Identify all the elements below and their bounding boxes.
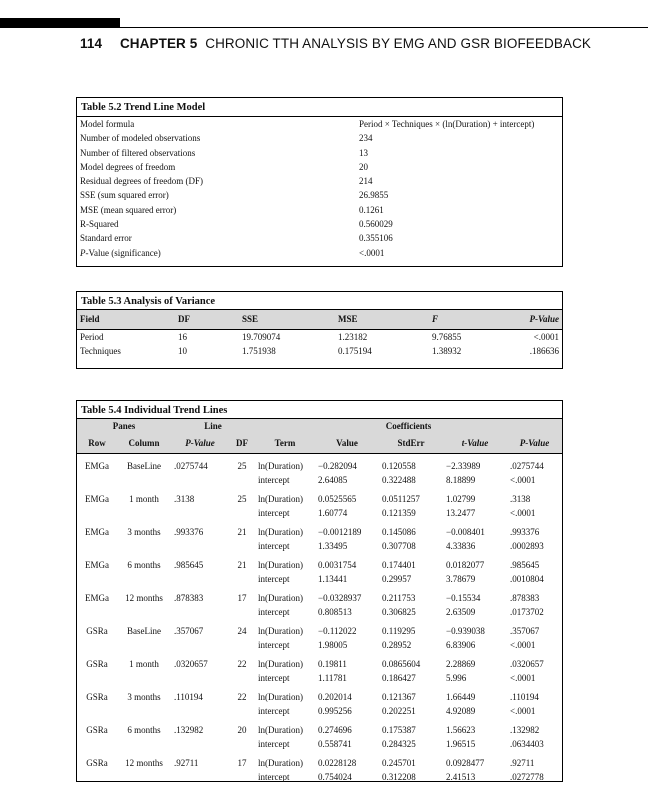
table-row <box>77 203 562 217</box>
table-5-4-caption: Table 5.4 Individual Trend Lines <box>81 405 228 416</box>
empty-cell <box>117 705 171 719</box>
row-label: P-Value (significance) <box>80 247 161 258</box>
empty-cell <box>171 771 229 785</box>
df-cell: 17 <box>237 758 247 768</box>
value-cell: −0.282094 <box>318 461 357 471</box>
stderr-cell: 0.245701 <box>382 758 416 768</box>
empty-cell <box>117 771 171 785</box>
coef-p-value-cell: <.0001 <box>510 672 536 683</box>
running-header <box>80 36 591 51</box>
table-cell: 19.709074 <box>242 332 281 342</box>
group-header-panes: Panes <box>77 419 171 435</box>
coef-p-value-cell: <.0001 <box>510 474 536 485</box>
row-cell: GSRa <box>86 725 108 735</box>
col-header-value: Value <box>315 434 379 454</box>
term-cell: intercept <box>258 771 290 782</box>
col-header-f: F <box>429 310 521 330</box>
row-cell: GSRa <box>86 692 108 702</box>
col-header-field: Field <box>77 310 175 330</box>
term-cell: intercept <box>258 573 290 584</box>
t-value-cell: 0.0182077 <box>446 560 485 570</box>
table-row <box>77 344 562 358</box>
stderr-cell: 0.145086 <box>382 527 416 537</box>
col-header-sse: SSE <box>239 310 335 330</box>
col-header-coef-p-value: P-Value <box>507 434 562 454</box>
value-cell: 1.98005 <box>318 639 348 650</box>
t-value-cell: 4.33836 <box>446 540 476 551</box>
t-value-cell: 1.56623 <box>446 725 476 735</box>
value-cell: −0.0328937 <box>318 593 362 603</box>
column-cell: 6 months <box>127 560 161 570</box>
row-label: Residual degrees of freedom (DF) <box>80 176 203 187</box>
stderr-cell: 0.211753 <box>382 593 416 603</box>
coef-p-value-cell: .92711 <box>510 758 535 768</box>
empty-cell <box>117 474 171 488</box>
t-value-cell: 4.92089 <box>446 705 476 716</box>
trend-line-model-table <box>77 116 562 260</box>
term-cell: intercept <box>258 606 290 617</box>
line-p-value-cell: .993376 <box>174 527 204 537</box>
row-label: Number of filtered observations <box>80 147 196 158</box>
line-p-value-cell: .0320657 <box>174 659 208 669</box>
value-cell: 1.60774 <box>318 507 348 518</box>
df-cell: 22 <box>237 659 247 669</box>
table-row <box>77 174 562 188</box>
table-cell: Techniques <box>80 346 121 356</box>
coef-p-value-cell: .878383 <box>510 593 540 603</box>
stderr-cell: 0.121367 <box>382 692 416 702</box>
value-cell: 0.754024 <box>318 771 352 782</box>
term-cell: ln(Duration) <box>258 758 303 768</box>
term-cell: ln(Duration) <box>258 527 303 537</box>
coef-p-value-cell: .3138 <box>510 494 531 504</box>
line-p-value-cell: .132982 <box>174 725 204 735</box>
table-cell: .186636 <box>529 346 559 356</box>
col-header-mse: MSE <box>335 310 429 330</box>
column-cell: 3 months <box>127 527 161 537</box>
term-cell: intercept <box>258 705 290 716</box>
term-cell: intercept <box>258 738 290 749</box>
table-row <box>77 639 562 653</box>
t-value-cell: 8.18899 <box>446 474 476 485</box>
empty-cell <box>171 639 229 653</box>
t-value-cell: −0.008401 <box>446 527 485 537</box>
empty-cell <box>117 507 171 521</box>
coef-p-value-cell: <.0001 <box>510 507 536 518</box>
term-cell: ln(Duration) <box>258 461 303 471</box>
t-value-cell: 0.0928477 <box>446 758 485 768</box>
empty-cell <box>117 606 171 620</box>
table-cell: 0.175194 <box>338 346 372 356</box>
empty-cell <box>117 573 171 587</box>
row-value: Period × Techniques × (ln(Duration) + intercept) <box>359 119 535 129</box>
stderr-cell: 0.307708 <box>382 540 416 551</box>
row-label: Model degrees of freedom <box>80 161 176 172</box>
value-cell: 2.64085 <box>318 474 348 485</box>
col-header-df: DF <box>229 434 255 454</box>
empty-cell <box>77 474 117 488</box>
row-label: SSE (sum squared error) <box>80 190 169 201</box>
table-row <box>77 771 562 785</box>
table-row <box>77 507 562 521</box>
df-cell: 21 <box>237 560 247 570</box>
col-header-stderr: StdErr <box>379 434 443 454</box>
coef-p-value-cell: .993376 <box>510 527 540 537</box>
row-value: 13 <box>359 147 368 158</box>
line-p-value-cell: .357067 <box>174 626 204 636</box>
value-cell: 1.33495 <box>318 540 348 551</box>
term-cell: intercept <box>258 672 290 683</box>
table-row <box>77 685 562 705</box>
table-row <box>77 553 562 573</box>
table-5-3-caption: Table 5.3 Analysis of Variance <box>81 296 216 307</box>
table-cell: <.0001 <box>533 332 559 342</box>
stderr-cell: 0.120558 <box>382 461 416 471</box>
table-row <box>77 487 562 507</box>
line-p-value-cell: .110194 <box>174 692 203 702</box>
value-cell: 0.808513 <box>318 606 352 617</box>
empty-cell <box>77 738 117 752</box>
table-row <box>77 217 562 231</box>
coef-p-value-cell: .0275744 <box>510 461 544 471</box>
value-cell: 0.995256 <box>318 705 352 716</box>
empty-cell <box>171 672 229 686</box>
stderr-cell: 0.312208 <box>382 771 416 782</box>
value-cell: 1.13441 <box>318 573 348 584</box>
table-5-2 <box>76 97 563 267</box>
table-row <box>77 672 562 686</box>
term-cell: ln(Duration) <box>258 725 303 735</box>
value-cell: −0.0012189 <box>318 527 362 537</box>
t-value-cell: 13.2477 <box>446 507 476 518</box>
t-value-cell: 2.63509 <box>446 606 476 617</box>
column-cell: BaseLine <box>127 461 161 471</box>
row-cell: EMGa <box>85 593 109 603</box>
term-cell: intercept <box>258 474 290 485</box>
empty-cell <box>171 606 229 620</box>
value-cell: 0.558741 <box>318 738 352 749</box>
value-cell: 0.19811 <box>318 659 347 669</box>
t-value-cell: 1.66449 <box>446 692 476 702</box>
empty-cell <box>171 705 229 719</box>
t-value-cell: −2.33989 <box>446 461 481 471</box>
row-cell: EMGa <box>85 527 109 537</box>
stderr-cell: 0.202251 <box>382 705 416 716</box>
stderr-cell: 0.174401 <box>382 560 416 570</box>
stderr-cell: 0.28952 <box>382 639 412 650</box>
table-cell: 1.38932 <box>432 346 462 356</box>
col-header-line-p-value: P-Value <box>171 434 229 454</box>
coef-p-value-cell: .0010804 <box>510 573 544 584</box>
coef-p-value-cell: <.0001 <box>510 639 536 650</box>
t-value-cell: 2.41513 <box>446 771 476 782</box>
table-5-3 <box>76 291 563 369</box>
row-cell: GSRa <box>86 626 108 636</box>
empty-cell <box>117 738 171 752</box>
group-header-coefficients: Coefficients <box>255 419 562 435</box>
table-cell: 9.76855 <box>432 332 462 342</box>
stderr-cell: 0.0865604 <box>382 659 421 669</box>
table-row <box>77 586 562 606</box>
empty-cell <box>229 738 255 752</box>
column-cell: 1 month <box>129 494 159 504</box>
coef-p-value-cell: .0320657 <box>510 659 544 669</box>
line-p-value-cell: .0275744 <box>174 461 208 471</box>
table-row <box>77 131 562 145</box>
df-cell: 21 <box>237 527 247 537</box>
term-cell: ln(Duration) <box>258 626 303 636</box>
coef-p-value-cell: .985645 <box>510 560 540 570</box>
table-cell: 1.23182 <box>338 332 368 342</box>
stderr-cell: 0.0511257 <box>382 494 420 504</box>
table-cell: 10 <box>178 346 187 356</box>
column-cell: BaseLine <box>127 626 161 636</box>
t-value-cell: −0.939038 <box>446 626 485 636</box>
value-cell: 0.0031754 <box>318 560 357 570</box>
col-header-column: Column <box>117 434 171 454</box>
table-row <box>77 738 562 752</box>
empty-cell <box>117 639 171 653</box>
empty-cell <box>77 606 117 620</box>
table-row <box>77 454 562 474</box>
table-row <box>77 751 562 771</box>
group-header-line: Line <box>171 419 255 435</box>
t-value-cell: 6.83906 <box>446 639 476 650</box>
table-row <box>77 160 562 174</box>
row-cell: EMGa <box>85 494 109 504</box>
row-cell: EMGa <box>85 461 109 471</box>
chapter-title: CHRONIC TTH ANALYSIS BY EMG AND GSR BIOFEEDBACK <box>205 36 592 51</box>
t-value-cell: 3.78679 <box>446 573 476 584</box>
table-row <box>77 188 562 202</box>
coef-p-value-cell: .0002893 <box>510 540 544 551</box>
empty-cell <box>229 606 255 620</box>
df-cell: 17 <box>237 593 247 603</box>
stderr-cell: 0.284325 <box>382 738 416 749</box>
t-value-cell: 1.96515 <box>446 738 476 749</box>
term-cell: intercept <box>258 507 290 518</box>
table-row <box>77 705 562 719</box>
empty-cell <box>171 474 229 488</box>
empty-cell <box>171 573 229 587</box>
value-cell: 0.0228128 <box>318 758 357 768</box>
table-row <box>77 474 562 488</box>
table-cell: 16 <box>178 332 187 342</box>
empty-cell <box>171 738 229 752</box>
coef-p-value-cell: .357067 <box>510 626 540 636</box>
stderr-cell: 0.306825 <box>382 606 416 617</box>
term-cell: intercept <box>258 540 290 551</box>
stderr-cell: 0.175387 <box>382 725 416 735</box>
empty-cell <box>77 672 117 686</box>
stderr-cell: 0.322488 <box>382 474 416 485</box>
row-cell: EMGa <box>85 560 109 570</box>
row-value: 0.355106 <box>359 233 393 244</box>
empty-cell <box>77 573 117 587</box>
line-p-value-cell: .985645 <box>174 560 204 570</box>
table-cell: Period <box>80 332 104 342</box>
empty-cell <box>229 507 255 521</box>
coef-p-value-cell: .110194 <box>510 692 539 702</box>
value-cell: 1.11781 <box>318 672 347 683</box>
value-cell: 0.0525565 <box>318 494 357 504</box>
table-row <box>77 117 562 132</box>
analysis-of-variance-table <box>77 309 562 358</box>
row-label: Model formula <box>80 119 135 129</box>
value-cell: −0.112022 <box>318 626 357 636</box>
table-cell: 1.751938 <box>242 346 276 356</box>
column-cell: 12 months <box>125 758 163 768</box>
line-p-value-cell: .878383 <box>174 593 204 603</box>
value-cell: 0.202014 <box>318 692 352 702</box>
df-cell: 22 <box>237 692 247 702</box>
column-cell: 1 month <box>129 659 159 669</box>
row-value: 214 <box>359 176 373 187</box>
empty-cell <box>77 540 117 554</box>
table-row <box>77 231 562 245</box>
empty-cell <box>77 771 117 785</box>
table-row <box>77 330 562 344</box>
term-cell: ln(Duration) <box>258 494 303 504</box>
empty-cell <box>229 639 255 653</box>
empty-cell <box>229 474 255 488</box>
row-value: 26.9855 <box>359 190 389 201</box>
row-label: Number of modeled observations <box>80 133 201 144</box>
row-value: <.0001 <box>359 247 385 258</box>
term-cell: intercept <box>258 639 290 650</box>
row-label: Standard error <box>80 233 132 244</box>
empty-cell <box>229 672 255 686</box>
t-value-cell: 2.28869 <box>446 659 476 669</box>
empty-cell <box>117 672 171 686</box>
page-number: 114 <box>80 36 103 51</box>
empty-cell <box>77 639 117 653</box>
table-row <box>77 652 562 672</box>
row-cell: GSRa <box>86 758 108 768</box>
df-cell: 25 <box>237 494 247 504</box>
table-5-4 <box>76 400 563 782</box>
coef-p-value-cell: .0272778 <box>510 771 544 782</box>
stderr-cell: 0.29957 <box>382 573 412 584</box>
df-cell: 20 <box>237 725 247 735</box>
term-cell: ln(Duration) <box>258 692 303 702</box>
coef-p-value-cell: <.0001 <box>510 705 536 716</box>
row-value: 0.1261 <box>359 204 384 215</box>
col-header-df: DF <box>175 310 239 330</box>
empty-cell <box>77 705 117 719</box>
col-header-row: Row <box>77 434 117 454</box>
table-row <box>77 718 562 738</box>
empty-cell <box>229 573 255 587</box>
stderr-cell: 0.119295 <box>382 626 416 636</box>
coef-p-value-cell: .0173702 <box>510 606 544 617</box>
line-p-value-cell: .3138 <box>174 494 195 504</box>
table-row <box>77 573 562 587</box>
t-value-cell: 5.996 <box>446 672 467 683</box>
table-row <box>77 619 562 639</box>
col-header-t-value: t-Value <box>443 434 507 454</box>
empty-cell <box>171 540 229 554</box>
table-row <box>77 606 562 620</box>
table-row <box>77 246 562 260</box>
df-cell: 25 <box>237 461 247 471</box>
line-p-value-cell: .92711 <box>174 758 199 768</box>
stderr-cell: 0.121359 <box>382 507 416 518</box>
column-cell: 12 months <box>125 593 163 603</box>
empty-cell <box>229 705 255 719</box>
empty-cell <box>117 540 171 554</box>
row-cell: GSRa <box>86 659 108 669</box>
empty-cell <box>229 540 255 554</box>
top-rule <box>0 27 648 28</box>
table-row <box>77 520 562 540</box>
col-header-term: Term <box>255 434 315 454</box>
individual-trend-lines-table <box>77 418 562 784</box>
table-row <box>77 146 562 160</box>
term-cell: ln(Duration) <box>258 659 303 669</box>
coef-p-value-cell: .132982 <box>510 725 540 735</box>
row-value: 234 <box>359 133 373 144</box>
term-cell: ln(Duration) <box>258 593 303 603</box>
col-header-p-value: P-Value <box>521 310 562 330</box>
empty-cell <box>229 771 255 785</box>
stderr-cell: 0.186427 <box>382 672 416 683</box>
table-5-2-caption: Table 5.2 Trend Line Model <box>81 102 206 113</box>
column-cell: 3 months <box>127 692 161 702</box>
row-label: MSE (mean squared error) <box>80 204 177 215</box>
row-label: R-Squared <box>80 219 119 230</box>
empty-cell <box>77 507 117 521</box>
table-row <box>77 540 562 554</box>
chapter-label: CHAPTER 5 <box>119 36 198 51</box>
term-cell: ln(Duration) <box>258 560 303 570</box>
row-value: 20 <box>359 161 368 172</box>
empty-cell <box>171 507 229 521</box>
coef-p-value-cell: .0634403 <box>510 738 544 749</box>
column-cell: 6 months <box>127 725 161 735</box>
t-value-cell: 1.02799 <box>446 494 476 504</box>
t-value-cell: −0.15534 <box>446 593 481 603</box>
df-cell: 24 <box>237 626 247 636</box>
value-cell: 0.274696 <box>318 725 352 735</box>
row-value: 0.560029 <box>359 219 393 230</box>
